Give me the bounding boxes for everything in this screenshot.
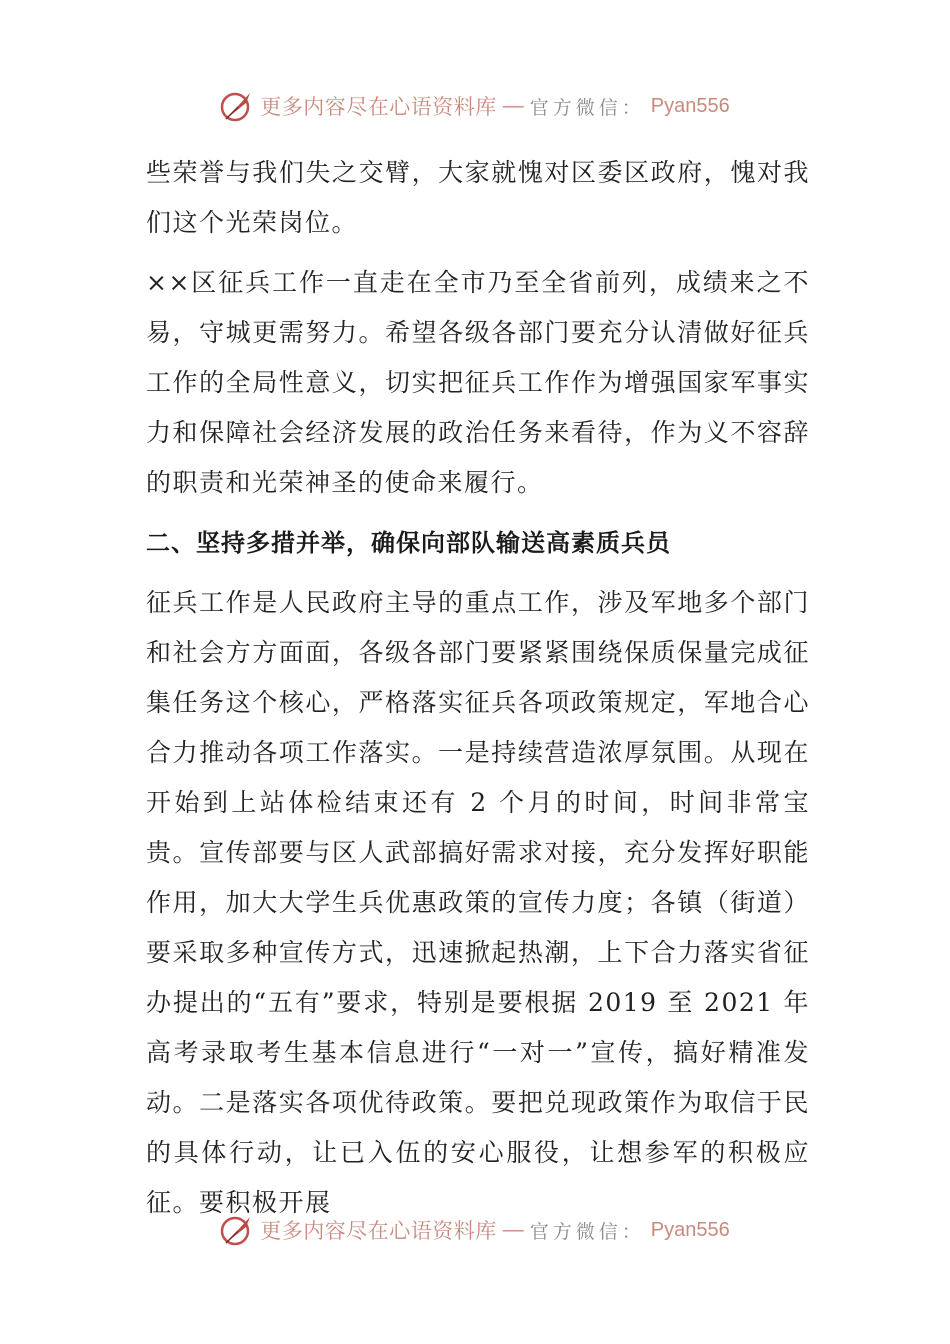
section-heading-2: 二、坚持多措并举，确保向部队输送高素质兵员 [146,529,671,557]
footer-wechat-label: 官方微信： [529,1220,645,1243]
paragraph-1: 些荣誉与我们失之交臂，大家就愧对区委区政府，愧对我们这个光荣岗位。 [146,158,810,237]
footer-wechat-id: Pyan556 [650,1218,730,1241]
quill-logo-icon [220,89,254,123]
header-dash: — [502,94,524,117]
header-banner [0,86,950,126]
footer-banner [0,1210,950,1250]
document-body [146,148,810,1238]
header-brand-text: 更多内容尽在心语资料库 [260,95,497,119]
header-wechat-id: Pyan556 [650,94,730,117]
footer-brand-text: 更多内容尽在心语资料库 [260,1219,497,1243]
footer-dash: — [502,1218,524,1241]
header-wechat-label: 官方微信： [529,96,645,119]
paragraph-3: 征兵工作是人民政府主导的重点工作，涉及军地多个部门和社会方方面面，各级各部门要紧紧围绕保质保量完成征集任务这个核心，严格落实征兵各项政策规定，军地合心合力推动各项工作落实。一是持续营造浓厚氛围。从现在开始到上站体检结束还有 2 个月的时间，时间非常宝贵。宣传部要与区人武部搞好需求对接，充分发挥好职能作用，加大大学生兵优惠政策的宣传力度；各镇（街道）要采取多种宣传方式，迅速掀起热潮，上下合力落实省征办提出的“五有”要求，特别是要根据 2019 至 2021 年高考录取考生基本信息进行“一对一”宣传，搞好精准发动。二是落实各项优待政策。要把兑现政策作为取信于民的具体行动，让已入伍的安心服役，让想参军的积极应征。要积极开展 [146,588,810,1217]
paragraph-2: ××区征兵工作一直走在全市乃至全省前列，成绩来之不易，守城更需努力。希望各级各部门要充分认清做好征兵工作的全局性意义，切实把征兵工作作为增强国家军事实力和保障社会经济发展的政治任务来看待，作为义不容辞的职责和光荣神圣的使命来履行。 [146,268,810,497]
quill-logo-icon [220,1213,254,1247]
